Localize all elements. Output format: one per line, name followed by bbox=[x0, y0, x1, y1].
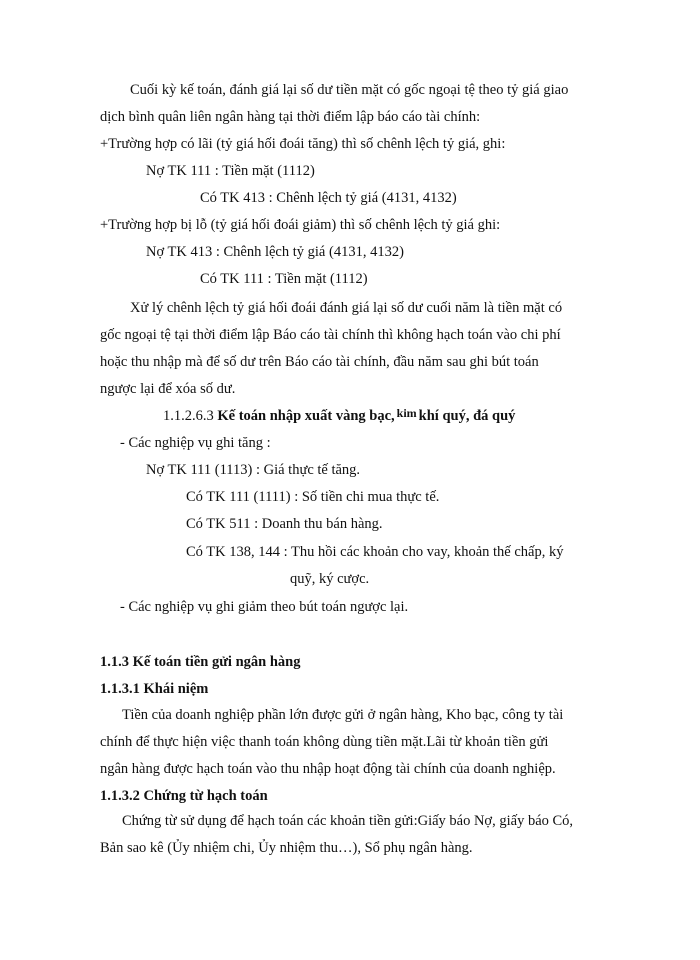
case-gain-line: +Trường hợp có lãi (tỷ giá hối đoái tăng) thì số chênh lệch tỷ giá, ghi: bbox=[100, 136, 506, 152]
section-title: khí quý, đá quý bbox=[418, 408, 516, 424]
paragraph-line: Cuối kỳ kế toán, đánh giá lại số dư tiền mặt có gốc ngoại tệ theo tỷ giá giao bbox=[130, 82, 569, 98]
paragraph-line: hoặc thu nhập mà để số dư trên Báo cáo tài chính, đầu năm sau ghi bút toán bbox=[100, 354, 539, 370]
heading-1-1-3: 1.1.3 Kế toán tiền gửi ngân hàng bbox=[100, 654, 301, 670]
entry-debit: Nợ TK 413 : Chênh lệch tỷ giá (4131, 4132) bbox=[146, 244, 404, 260]
entry-credit: Có TK 111 : Tiền mặt (1112) bbox=[200, 271, 368, 287]
entry-credit: Có TK 413 : Chênh lệch tỷ giá (4131, 4132) bbox=[200, 190, 457, 206]
list-item: - Các nghiệp vụ ghi giảm theo bút toán ngược lại. bbox=[120, 599, 409, 615]
section-title-fragment: kim bbox=[396, 406, 417, 420]
heading-1-1-3-2: 1.1.3.2 Chứng từ hạch toán bbox=[100, 788, 268, 804]
paragraph-line: Xử lý chênh lệch tỷ giá hối đoái đánh giá lại số dư cuối năm là tiền mặt có bbox=[130, 300, 563, 316]
entry-credit-continuation: quỹ, ký cược. bbox=[290, 571, 370, 587]
entry-credit: Có TK 511 : Doanh thu bán hàng. bbox=[186, 516, 383, 532]
case-loss-line: +Trường hợp bị lỗ (tỷ giá hối đoái giảm) thì số chênh lệch tỷ giá ghi: bbox=[100, 217, 501, 233]
entry-credit: Có TK 138, 144 : Thu hồi các khoản cho vay, khoản thế chấp, ký bbox=[186, 544, 564, 560]
entry-credit: Có TK 111 (1111) : Số tiền chi mua thực tế. bbox=[186, 489, 440, 505]
paragraph-line: ngân hàng được hạch toán vào thu nhập hoạt động tài chính của doanh nghiệp. bbox=[100, 761, 556, 777]
paragraph-line: ngược lại để xóa số dư. bbox=[100, 381, 236, 397]
list-item: - Các nghiệp vụ ghi tăng : bbox=[120, 435, 271, 451]
paragraph-line: Bản sao kê (Ủy nhiệm chi, Ủy nhiệm thu…), Sổ phụ ngân hàng. bbox=[100, 840, 473, 856]
paragraph-line: dịch bình quân liên ngân hàng tại thời điểm lập báo cáo tài chính: bbox=[100, 109, 481, 125]
paragraph-line: gốc ngoại tệ tại thời điểm lập Báo cáo tài chính thì không hạch toán vào chi phí bbox=[100, 327, 561, 343]
paragraph-line: Tiền của doanh nghiệp phần lớn được gửi ở ngân hàng, Kho bạc, công ty tài bbox=[122, 707, 564, 723]
paragraph-line: Chứng từ sử dụng để hạch toán các khoản tiền gửi:Giấy báo Nợ, giấy báo Có, bbox=[122, 813, 574, 829]
entry-debit: Nợ TK 111 : Tiền mặt (1112) bbox=[146, 163, 315, 179]
section-heading bbox=[163, 407, 515, 425]
heading-1-1-3-1: 1.1.3.1 Khái niệm bbox=[100, 681, 209, 697]
section-title: Kế toán nhập xuất vàng bạc, bbox=[217, 408, 395, 424]
section-number: 1.1.2.6.3 bbox=[163, 408, 214, 424]
paragraph-line: chính để thực hiện việc thanh toán không dùng tiền mặt.Lãi từ khoản tiền gửi bbox=[100, 734, 549, 750]
entry-debit: Nợ TK 111 (1113) : Giá thực tế tăng. bbox=[146, 462, 361, 478]
